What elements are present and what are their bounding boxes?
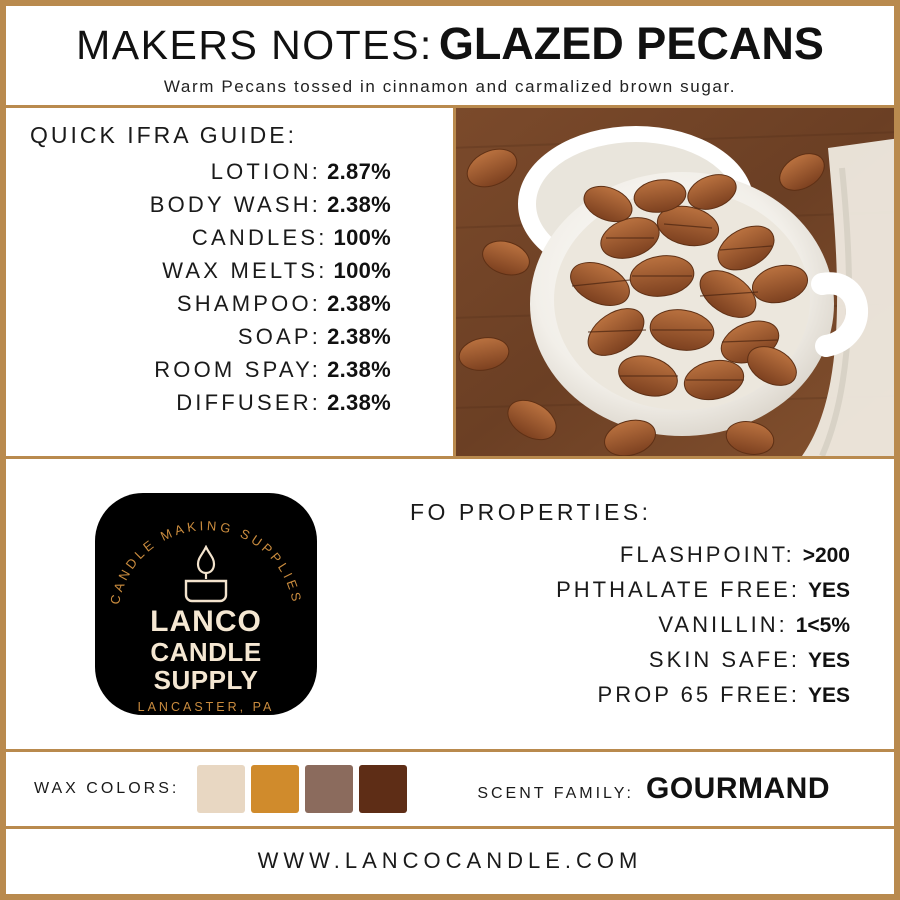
scent-family-value: GOURMAND [646,771,830,805]
fo-label: FLASHPOINT: [619,542,795,568]
title-fragrance-name: GLAZED PECANS [438,18,824,69]
fo-value: YES [807,579,850,603]
website-url[interactable]: WWW.LANCOCANDLE.COM [257,848,643,874]
fo-value: 1<5% [795,614,850,638]
scent-family [477,772,866,806]
fo-label: VANILLIN: [658,612,788,638]
product-photo [456,108,894,456]
ifra-row [30,192,439,218]
fo-row [406,647,850,673]
ifra-value: 2.38% [327,290,391,316]
title-prefix: MAKERS NOTES: [76,22,433,68]
ifra-row [30,357,439,383]
fo-list [406,542,850,708]
ifra-list [30,159,439,416]
ifra-label: LOTION: [210,158,322,184]
ifra-row [30,258,439,284]
ifra-label: WAX MELTS: [162,257,328,283]
logo-name-line2: CANDLE SUPPLY [150,636,262,696]
fragrance-description: Warm Pecans tossed in cinnamon and carmalized brown sugar. [163,77,737,96]
ifra-value: 2.38% [327,389,391,415]
ifra-row [30,159,439,185]
fo-row [406,682,850,708]
logo-arc-label: CANDLE MAKING SUPPLIES [107,517,305,606]
wax-swatch-4 [359,765,407,813]
ifra-title: QUICK IFRA GUIDE: [30,121,297,148]
ifra-label: ROOM SPAY: [154,356,322,382]
fo-label: PROP 65 FREE: [597,682,800,708]
fo-row [406,612,850,638]
wax-scent-row [6,752,894,826]
ifra-value: 2.38% [327,323,391,349]
ifra-value: 100% [333,257,391,283]
fo-value: YES [807,649,850,673]
ifra-label: SOAP: [237,323,322,349]
svg-text:CANDLE MAKING SUPPLIES [107,518,305,606]
fo-row [406,577,850,603]
wax-color-swatches [197,765,407,813]
ifra-row [30,225,439,251]
wax-swatch-2 [251,765,299,813]
logo-city: LANCASTER, PA [137,699,275,714]
ifra-row [30,390,439,416]
ifra-row [30,291,439,317]
logo-container [6,493,406,715]
scent-family-label: SCENT FAMILY: [477,784,634,802]
ifra-label: SHAMPOO: [176,290,322,316]
fo-properties-section [406,499,894,708]
fo-value: YES [807,684,850,708]
page-title [16,18,884,70]
ifra-row [30,324,439,350]
logo-name-line1: LANCO [150,604,262,638]
ifra-photo-row [6,108,894,456]
ifra-section [6,108,453,456]
header [6,6,894,105]
ifra-label: BODY WASH: [149,191,322,217]
ifra-value: 2.38% [327,356,391,382]
brand-properties-row [6,459,894,749]
fo-label: SKIN SAFE: [648,647,800,673]
wax-colors-label: WAX COLORS: [34,779,180,797]
fo-row [406,542,850,568]
fo-value: >200 [802,544,850,568]
fo-label: PHTHALATE FREE: [556,577,800,603]
logo-arc-text [95,501,317,621]
wax-swatch-3 [305,765,353,813]
ifra-value: 2.38% [327,191,391,217]
ifra-label: DIFFUSER: [176,389,322,415]
ifra-value: 2.87% [327,158,391,184]
ifra-label: CANDLES: [191,224,328,250]
ifra-value: 100% [333,224,391,250]
wax-swatch-1 [197,765,245,813]
fo-title: FO PROPERTIES: [410,499,652,526]
footer [6,829,894,894]
brand-logo [95,493,317,715]
